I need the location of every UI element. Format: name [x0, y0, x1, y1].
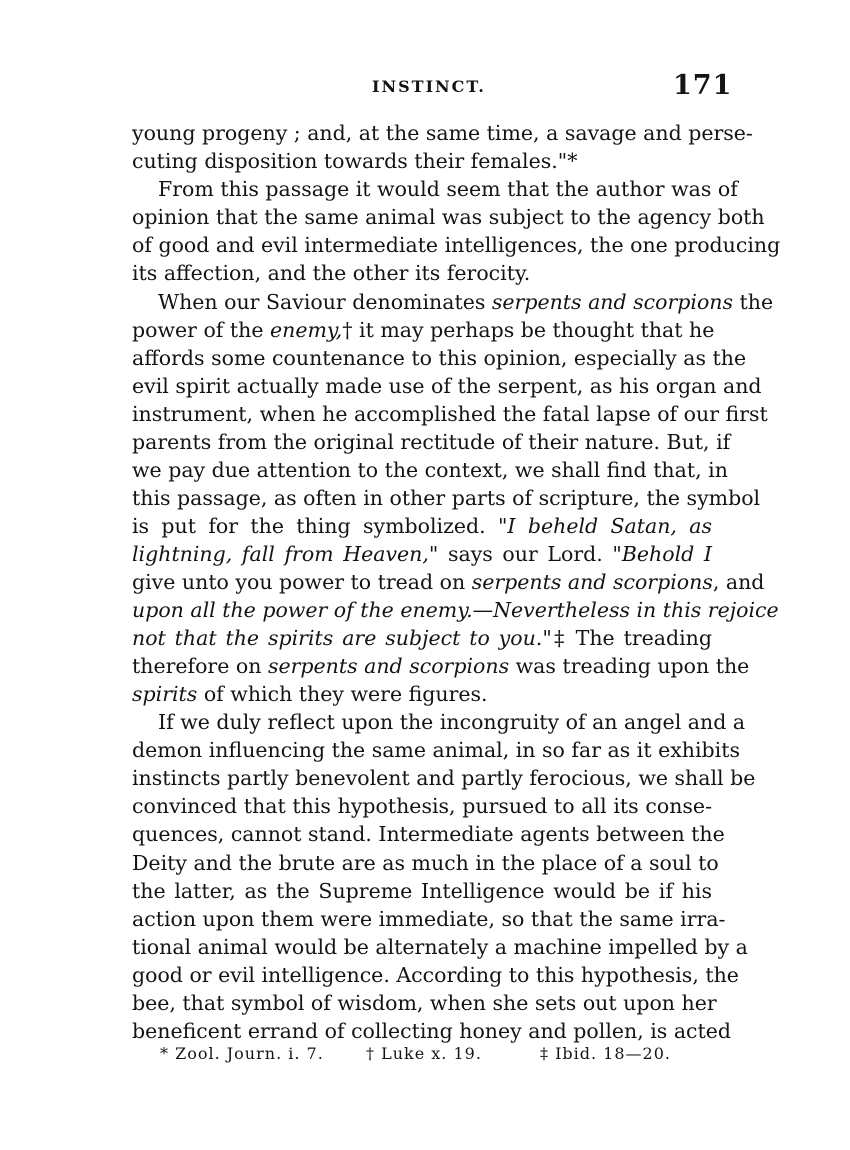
text-line: instrument, when he accomplished the fatal lapse of our first — [132, 402, 768, 426]
text-line: convinced that this hypothesis, pursued to all its conse- — [132, 794, 712, 818]
text-line: demon influencing the same animal, in so far as it exhibits — [132, 738, 740, 762]
text-line: its affection, and the other its ferocity. — [132, 261, 531, 285]
text-line: of good and evil intermediate intelligences, the one producing — [132, 233, 781, 257]
text-line: parents from the original rectitude of their nature. But, if — [132, 430, 731, 454]
text-line: When our Saviour denominates serpents and scorpions the — [158, 290, 774, 314]
text-line: good or evil intelligence. According to this hypothesis, the — [132, 963, 739, 987]
text-line: evil spirit actually made use of the serpent, as his organ and — [132, 374, 762, 398]
text-line: affords some countenance to this opinion, especially as the — [132, 346, 747, 370]
text-line: Deity and the brute are as much in the place of a soul to — [132, 851, 719, 875]
text-line: quences, cannot stand. Intermediate agents between the — [132, 822, 725, 846]
text-line: upon all the power of the enemy.—Nevertheless in this rejoice — [132, 598, 779, 622]
footnotes — [160, 1043, 690, 1067]
text-line: give unto you power to tread on serpents and scorpions, and — [132, 570, 765, 594]
text-line: therefore on serpents and scorpions was treading upon the — [132, 654, 750, 678]
text-line: instincts partly benevolent and partly ferocious, we shall be — [132, 766, 756, 790]
text-line: power of the enemy,† it may perhaps be thought that he — [132, 318, 715, 342]
text-line: tional animal would be alternately a machine impelled by a — [132, 935, 748, 959]
text-line: beneficent errand of collecting honey and pollen, is acted — [132, 1019, 732, 1043]
text-line: not that the spirits are subject to you."‡ The treading — [132, 626, 712, 650]
text-line: opinion that the same animal was subject to the agency both — [132, 205, 765, 229]
text-line: bee, that symbol of wisdom, when she sets out upon her — [132, 991, 717, 1015]
text-line: From this passage it would seem that the author was of — [158, 177, 738, 201]
text-line: is put for the thing symbolized. "I beheld Satan, as — [132, 514, 712, 538]
footnote: ‡ Ibid. 18—20. — [540, 1044, 671, 1063]
text-line: young progeny ; and, at the same time, a savage and perse- — [132, 121, 753, 145]
text-line: spirits of which they were figures. — [132, 682, 488, 706]
text-line: the latter, as the Supreme Intelligence would be if his — [132, 879, 712, 903]
page-number: 171 — [673, 70, 733, 101]
text-line: we pay due attention to the context, we shall find that, in — [132, 458, 728, 482]
text-line: cuting disposition towards their females."* — [132, 149, 578, 173]
text-line: action upon them were immediate, so that the same irra- — [132, 907, 726, 931]
text-line: If we duly reflect upon the incongruity of an angel and a — [158, 710, 746, 734]
text-line: lightning, fall from Heaven," says our Lord. "Behold I — [132, 542, 712, 566]
running-title: INSTINCT. — [372, 77, 486, 96]
footnote: * Zool. Journ. i. 7. — [160, 1044, 324, 1063]
text-line: this passage, as often in other parts of scripture, the symbol — [132, 486, 761, 510]
footnote: † Luke x. 19. — [366, 1044, 482, 1063]
running-head — [0, 0, 850, 110]
